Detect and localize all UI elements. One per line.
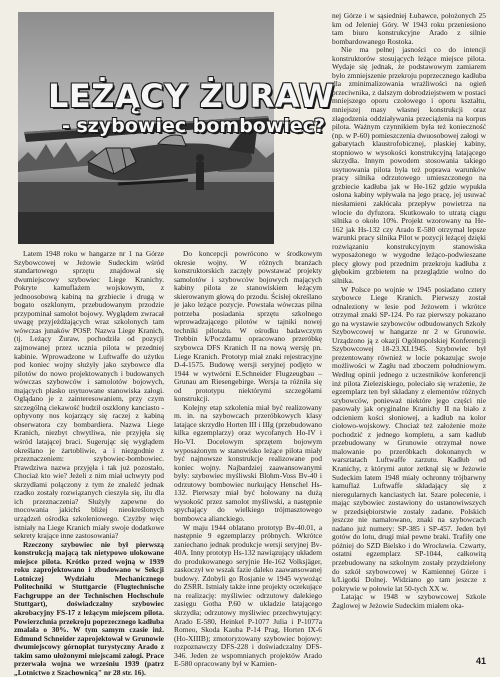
paragraph: nej Górze i w sąsiedniej Łubawce, położonych 25 km od Jeleniej Góry. W 1943 roku przeniesiono tam biuro konstrukcyjne Arado z silnie bombardowanego Rostoka. — [332, 11, 486, 46]
article-title: LEŻĄCY ŻURAW — [48, 77, 335, 115]
text-column-3 — [332, 12, 486, 610]
paragraph: Latając w 1948 w szybowcowej Szkole Żaglowej w Jeżowie Sudeckim miałem oka- — [332, 592, 486, 610]
text-column-1 — [14, 250, 164, 677]
page-number: 41 — [475, 656, 486, 666]
text-column-2 — [174, 250, 322, 669]
paragraph: Nie ma pełnej jasności co do intencji konstruktorów stosujących leżące miejsce pilota. Wydaje się jednak, że podstawowym zamiarem było zmniejszenie przekroju poprzecznego kadłuba dla zminimalizowania wrażliwości na ogień przeciwnika, z dalszym dobrodziejstwem w postaci mniejszego oporu czołowego i oporu kształtu, mniejszej masy własnej konstrukcji oraz złagodzenia oddziaływania przeciążenia na korpus pilota. Ważnym czynnikiem była też konieczność (np. w P-60) pomieszczenia dwuosobowej załogi w gabarytach klaustrofobicznej, płaskiej kabiny, stopniowo w wysokości konstrukcyjną latającego skrzydła. Innym powodem stosowania takiego usytuowania pilota była też poprawa warunków pracy silnika odrzutowego umieszczonego na grzbiecie kadłuba jak w He-162 gdzie wypukła osłona kabiny wpływała na jego pracę, jej usuwać niesłamieni zakłócała przepływ powietrza na wlocie do dyfuzora. Skutkowało to utratą ciągu silnika o około 10%. Projekt wzorowany na He-162 jak Hs-132 czy Arado E-580 otrzymał lepsze warunki pracy silnika Pilot w pozycji leżącej dzięki rozwiązaniu konstrukcyjnym stanowiska wyposażonego w wygodne leżąco-podwieszane plecy głowy pod przednim przekroju kadłuba z głębokim grzbietem na przeglądzie wolno do silnika. — [332, 45, 486, 285]
glider-photo — [18, 12, 335, 244]
article-subtitle: - szybowiec bombowiec? — [62, 115, 326, 137]
paragraph: W maju 1944 oblatano prototyp Bv-40.01, a następnie 9 egzemplarzy próbnych. Wkrótce zaniechano jednak produkcje wersji seryjnej Bv-40A. Inny prototyp Hs-132 nawiązujący układem do produkowanego seryjnie He-162 Volksjäger, zaskoczył we wszak fazie daleko zaawansowanej budowy. Zdobyli go Rosjanie w 1945 wywożąc do ZSRR. Istniały także inne projekty oczekujące na realizację: myśliwiec odrzutowy dalekiego zasięgu Gotha P.60 w układzie latającego skrzydła; odrzutowy myśliwiec przechwytujący: Arado E-580, Heinkel P-1077 Julia i P-1077a Romeo, Skoda Kauba P-14 Prag, Horten IX-6 (Ho-XIIIB); zmotoryzowany szybowiec bojowy: rozpoznawczy DFS-228 i doświadczalny DFS-346. Jeden ze wspomnianych projektów Arado E-580 opracowany był w Kamien- — [174, 522, 322, 669]
title-block — [48, 77, 335, 138]
paragraph: Latem 1948 roku w hangarze nr 1 na Górze Szybowcowej w Jeżowie Sudeckim wśród standartowego sprzętu znajdował się dwumiejscowy szybowiec Liege Kranichy. Pokryte kamuflażem wojskowym, z jednoosobową kabiną na grzbiecie i drugą w bogato oszklonym, przebudowanym przodzie przypominał samolot bojowy. Wyglądem zwracał uwagę przyjeżdżających wraz szkolonych tam wówczas junaków POSP. Nazwa Liege Kranich, (tj. Leżący Żuraw, pochodziła od pozycji zajmowanej przez ucznia pilota w przedniej kabinie. Wprowadzone w Luftwaffe do użytku pod koniec wojny służyły jako szybowce dla pilotów do nowo projektowanych i budowanych wówczas szybowców i samolotów bojowych, mających płasko usytuowane stanowiska załogi. Oglądano je z zainteresowaniem, przy czym szczególną ciekawość budził oszklony kanciasto - ophyvony nos kojarzący się raczej z kabiną obserwatora czy bombardiera. Nazwa Liege Kranich, niezbyt chwytliwa, nie przyjęła się wśród latającej braci. Sugerując się wyglądem określano je żartobliwie, a i niezgodnie z przeznaczeniem: szybowiec-bombowiec. Prawdziwa nazwa przyjęła i tak już pozostało, Chociaż kto wie? Jeżeli z nim miał uchwyty pod skrzydłami połączony z tym że znaleźć jednak rzadko zostały rozwiązanych cieszyła się, ilu dla ich przeznaczenia? Służyły zapewne do mocowania jakichś bliżej nieokreślonych urządzeń ośrodka szkoleniowego. Czyżby więc istniały na Liege Kranich miały swoje dodatkowe sekrety krające inne zastosowania? — [14, 249, 164, 541]
paragraph: Kolejny etap szkolenia miał być realizowany m. in. na szybowcach przeróbkowych klasy latające skrzydło Horten III i IIIg (przebudowano kilka egzemplarzy) oraz wycofanych Ho-IV i Ho-VI. Docelowym sprzętem bojowym wyposażonym w stanowisko leżące pilota miały być najnowsze konstrukcje realizowane pod koniec wojny. Najbardziej zaawansowanymi były: szybowiec myśliwski Blohm-Voss Bv-40 i odrzutowy bombowiec nurkujący Henschel Hs-132. Pierwszy miał być holowany na dużą wysokość przez samolot myśliwski, a następnie spychający do wielkiego trójmasztowego bombowca alianckiego. — [174, 402, 322, 523]
paragraph: Rzeczony szybowiec nie był pierwszą konstrukcją mającą tak nietypowo ulokowane miejsce pilota. Krótko przed wojną w 1939 roku zaprojektowano i zbudowano w Sekcji Lotniczej Wydziału Mechanicznego Politechniki w Stuttgarcie (Flugtechnische Fachgruppe an der Technischen Hochschule Stuttgart), doświadczalny szybowiec akrobacyjny FS-17 z leżącym miejscem pilota. Powierzchnia przekroju poprzecznego kadłuba zmalała o 30%. W tym samym czasie inż. Edmund Schneider zaprojektował w Grunowie dwumiejscowy górnopłat turystyczny Arado z takim samo ułożonymi miejscami załogi. Prace przerwała wojna we wrześniu 1939 (patrz „Lotnictwo z Szachownicą" nr 28 str. 16). — [14, 539, 164, 677]
paragraph: W Polsce po wojnie w 1945 posiadano cztery szybowce Liege Kranich. Pierwszy został odnaleziony w lesie pod Jeżowem i wkrótce otrzymał znaki SP-124. Po raz pierwszy pokazano go na wystawie szybowców odbudowanych Szkoły Szybowcowej w hangarze nr 2 w Grunowie. Urządzono ją z okazji Ogólnopolskiej Konferencji Szybowcowej 18-23.XI.1945. Szybowiec był prezentowany również w locie pokazując swoje możliwości w Zagłu nad zboczem południowym. Według opinii jednego z uczestników konferencji inż pilota Zieleziskiego, poleciało się wrażenie, że egzemplarz ten był składany z elementów różnych szybowców, ponieważ niektóre jego części nie pasowały jak oryginalne Kranichy II na biało z odcieniem kości słoniowej, a kadłub na kolor ciołowo-wojskowy. Chociaż też założenie może pochodzić z jednego kompletu, a sam kadłub przebudowany w Grunowie otrzymał nowe malowanie po przeróbkach dokonanych w warsztatach Luftwaffe zarzutu. Kadłub od Kranichy, z którymi autor zetknął się w Jeżowie Sudeckim latem 1948 miały ochronny trójbarwny kamuflaż Luftwaffe składający się z nieregularnych kanciastych łat. Szare polecenie, i mając szybowiec zostawiony do ustanowiwszych w przedsiębiorstwie zostały zadane. Polskich jeszcze nie namalowano, znaki na szybowcach nadano już numery: SP-385 i SP-457. Jeden był gotów do lotu, drugi miał pewne braki. Trafiły one później do SZD Bielsko i do Wrocławia. Czwarty, ostatni egzemplarz SP-1044, całkowitą przebudowany na szkolnym zostały przydzielony do szkół szybowcowej w Kamiennej Górze i k/Ligotki Dolnej. Widziano go tam jeszcze z pokrywie w połowie lat 50-tych XX w. — [332, 284, 486, 593]
paragraph: Do koncepcji powrócono w środkowym okresie wojny. W różnych branżach konstruktorskich zaczęły powstawać projekty samolotów i szybowców bojowych mających kabiny pilota ze stanowiskiem leżącym skierowanym głową do przodu. Ścisłej określano je jako leżące pozycje. Powstała wówczas pilna potrzeba posiadania sprzętu szkolnego wprowadzającego pilotów w tajniki nowej techniki pilotażu. W ośrodku badawczym Trebbin k/Poczdamu opracowano przeróbkę szybowca DFS Kranich II na nową wersję pn. Liege Kranich. Prototyp miał znaki rejestracyjne D-4-1575. Budowę wersji seryjnej podjęto w 1944 w wytwórni E.Schneider Flugzeugbau – Grunau am Riesengebirge. Wersja ta różniła się od prototypu niektórymi szczegółami konstrukcji. — [174, 249, 322, 404]
